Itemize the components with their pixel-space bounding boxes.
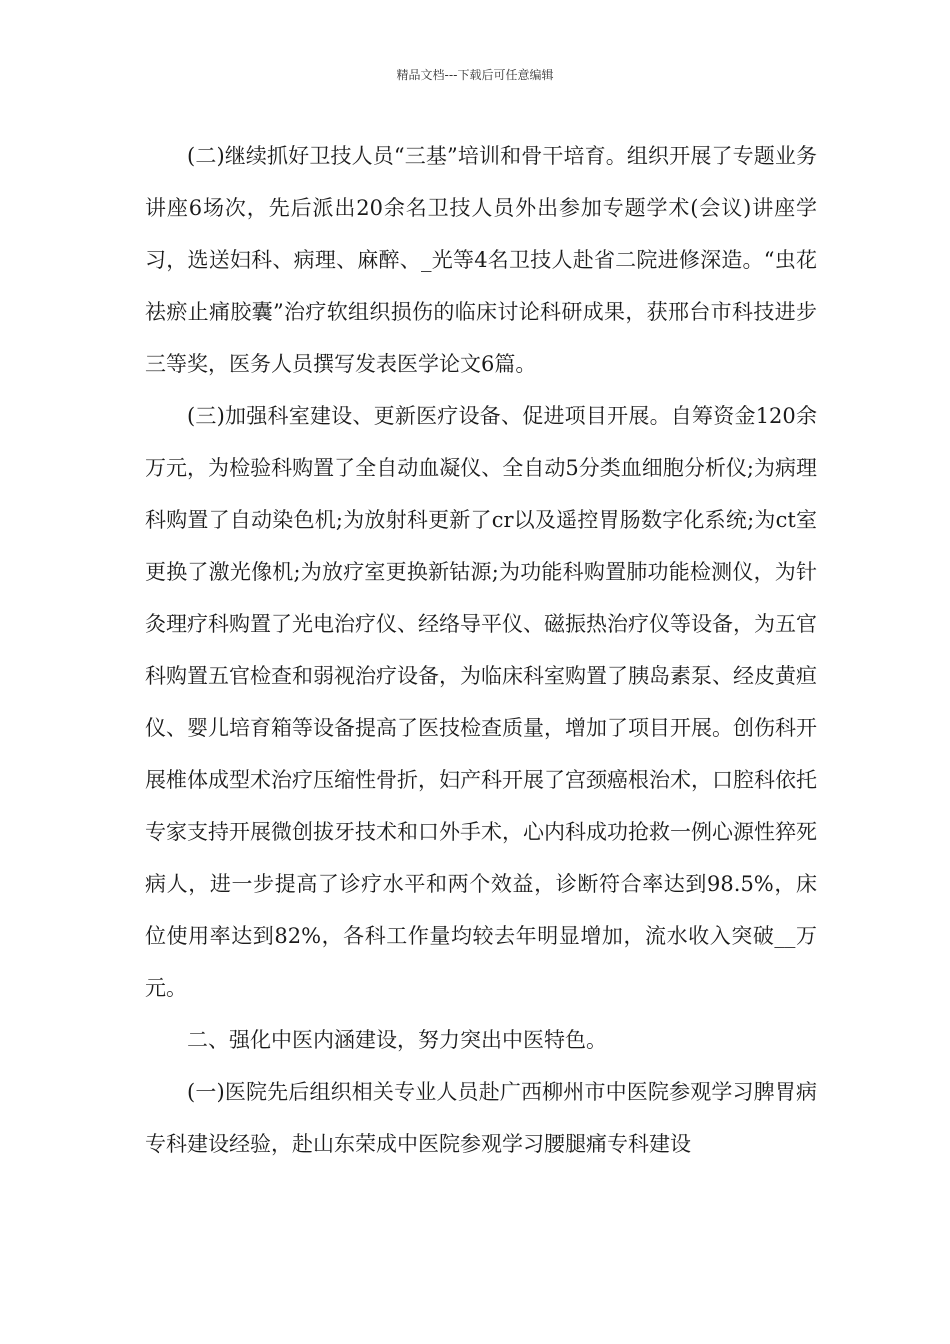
section-heading-tcm: 二、强化中医内涵建设，努力突出中医特色。 (187, 1028, 607, 1052)
paragraph-equipment: (三)加强科室建设、更新医疗设备、促进项目开展。自筹资金120余万元，为检验科购置了全自动血凝仪、全自动5分类血细胞分析仪;为病理科购置了自动染色机;为放射科更新了cr以及遥控胃肠数字化系统;为ct室更换了激光像机;为放疗室更换新钴源;为功能科购置肺功能检测仪，为针灸理疗科购置了光电治疗仪、经络导平仪、磁振热治疗仪等设备，为五官科购置五官检查和弱视治疗设备，为临床科室购置了胰岛素泵、经皮黄疸仪、婴儿培育箱等设备提高了医技检查质量，增加了项目开展。创伤科开展椎体成型术治疗压缩性骨折，妇产科开展了宫颈癌根治术，口腔科依托专家支持开展微创拔牙技术和口外手术，心内科成功抢救一例心源性猝死病人，进一步提高了诊疗水平和两个效益，诊断符合率达到98.5%，床位使用率达到82%，各科工作量均较去年明显增加，流水收入突破__万元。 (145, 404, 817, 1000)
paragraph-study-visits: (一)医院先后组织相关专业人员赴广西柳州市中医院参观学习脾胃病专科建设经验，赴山东荣成中医院参观学习腰腿痛专科建设 (145, 1080, 817, 1156)
paragraph-training: (二)继续抓好卫技人员“三基”培训和骨干培育。组织开展了专题业务讲座6场次，先后派出20余名卫技人员外出参加专题学术(会议)讲座学习，选送妇科、病理、麻醉、_光等4名卫技人赴省二院进修深造。“虫花祛瘀止痛胶囊”治疗软组织损伤的临床讨论科研成果，获邢台市科技进步三等奖，医务人员撰写发表医学论文6篇。 (145, 144, 817, 376)
document-body (145, 130, 817, 1170)
page-header: 精品文档---下载后可任意编辑 (396, 68, 554, 82)
